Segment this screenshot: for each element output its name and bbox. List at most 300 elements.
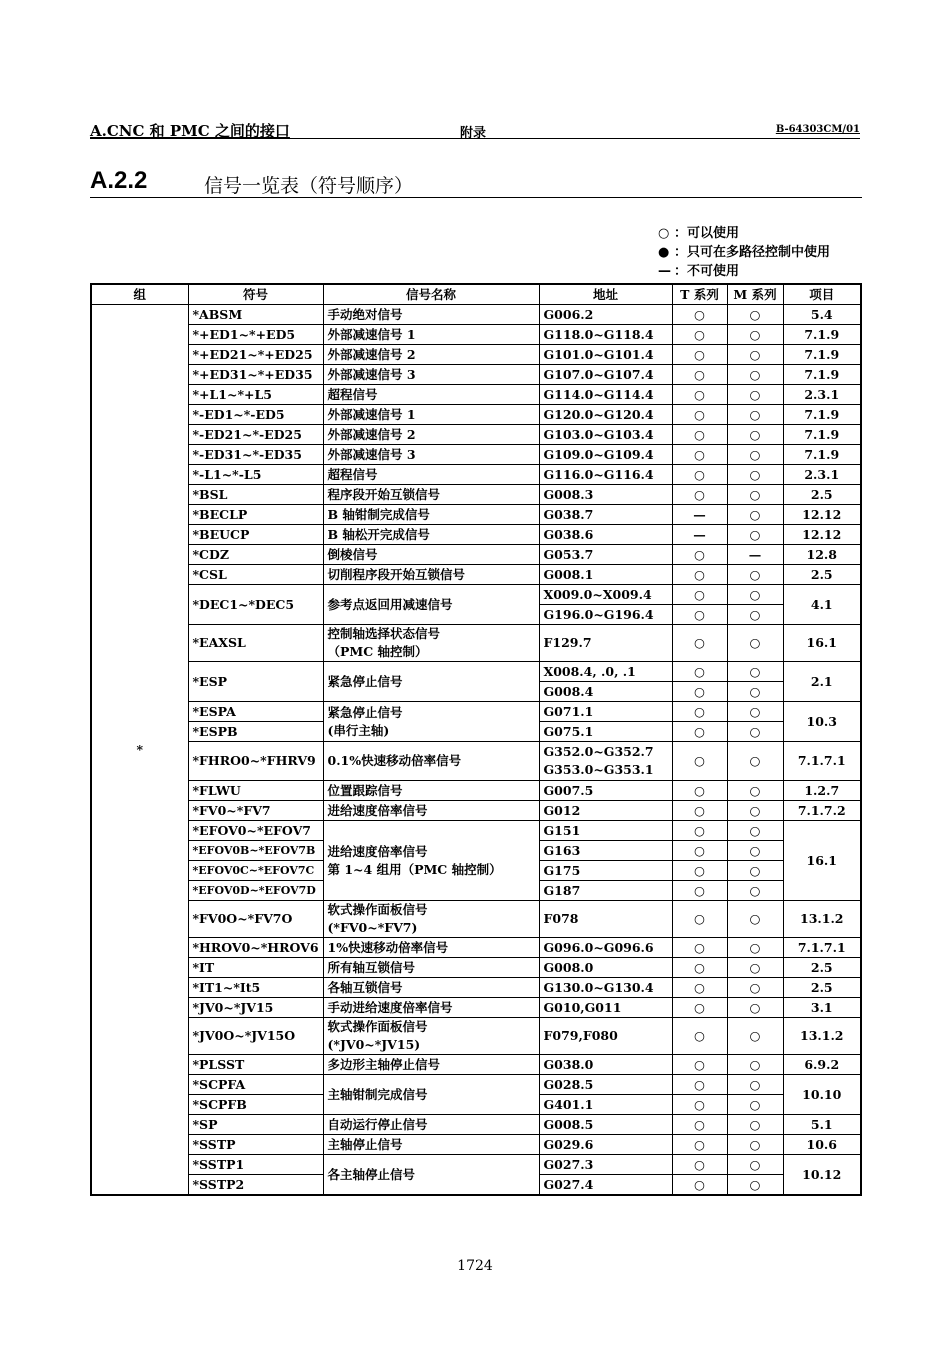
- symbol-cell: *SSTP: [188, 1135, 323, 1155]
- header-center: 附录: [460, 126, 487, 141]
- signal-name-cell: 0.1%快速移动倍率信号: [323, 742, 539, 781]
- signal-name-cell: 紧急停止信号: [323, 662, 539, 702]
- symbol-cell: *PLSST: [188, 1055, 323, 1075]
- address-cell: G038.6: [539, 525, 672, 545]
- signal-name-cell: 超程信号: [323, 385, 539, 405]
- item-cell: 7.1.7.1: [783, 938, 861, 958]
- usage-mark: ○: [672, 345, 727, 365]
- usage-mark: ○: [727, 958, 783, 978]
- item-cell: 7.1.7.2: [783, 801, 861, 821]
- item-cell: 10.6: [783, 1135, 861, 1155]
- usage-mark: ○: [727, 1175, 783, 1196]
- address-cell: G029.6: [539, 1135, 672, 1155]
- address-cell: G027.4: [539, 1175, 672, 1196]
- usage-mark: ○: [727, 1155, 783, 1175]
- usage-mark: ○: [727, 1018, 783, 1055]
- symbol-cell: *SP: [188, 1115, 323, 1135]
- symbol-cell: *JV0~*JV15: [188, 998, 323, 1018]
- symbol-cell: *-ED21~*-ED25: [188, 425, 323, 445]
- item-cell: 16.1: [783, 821, 861, 901]
- table-row: [91, 385, 861, 405]
- signal-name-cell: 手动绝对信号: [323, 305, 539, 325]
- table-row: [91, 365, 861, 385]
- usage-mark: ○: [727, 998, 783, 1018]
- signal-name-cell: [323, 1018, 539, 1055]
- table-row: [91, 345, 861, 365]
- item-cell: 2.5: [783, 958, 861, 978]
- signal-name-cell: 程序段开始互锁信号: [323, 485, 539, 505]
- item-cell: 13.1.2: [783, 901, 861, 938]
- signal-name-cell: 自动运行停止信号: [323, 1115, 539, 1135]
- usage-mark: ○: [727, 365, 783, 385]
- symbol-cell: *BEUCP: [188, 525, 323, 545]
- signal-name-line: 紧急停止信号: [327, 704, 403, 720]
- table-row: [91, 465, 861, 485]
- signal-name-cell: 外部减速信号 2: [323, 425, 539, 445]
- usage-mark: ○: [672, 702, 727, 722]
- address-cell: G118.0~G118.4: [539, 325, 672, 345]
- table-row: [91, 565, 861, 585]
- item-cell: 10.12: [783, 1155, 861, 1196]
- signal-name-cell: 各主轴停止信号: [323, 1155, 539, 1196]
- section-title: 信号一览表（符号顺序）: [204, 175, 414, 197]
- table-row: [91, 938, 861, 958]
- address-cell: G096.0~G096.6: [539, 938, 672, 958]
- usage-mark: ○: [727, 425, 783, 445]
- table-row: [91, 1115, 861, 1135]
- usage-mark: ○: [727, 485, 783, 505]
- signal-name-cell: 多边形主轴停止信号: [323, 1055, 539, 1075]
- usage-mark: ○: [672, 565, 727, 585]
- header-right: B-64303CM/01: [775, 124, 860, 135]
- usage-mark: ○: [727, 801, 783, 821]
- signal-name-cell-line: 软式操作面板信号: [327, 1019, 428, 1034]
- address-cell-line: G353.0~G353.1: [543, 762, 654, 777]
- symbol-cell: *FV0~*FV7: [188, 801, 323, 821]
- table-row: [91, 305, 861, 325]
- table-row: [91, 405, 861, 425]
- symbol-cell: *ESP: [188, 662, 323, 702]
- item-cell: 2.5: [783, 485, 861, 505]
- symbol-cell: *BECLP: [188, 505, 323, 525]
- address-cell: G151: [539, 821, 672, 841]
- symbol-cell: *BSL: [188, 485, 323, 505]
- usage-mark: ○: [727, 821, 783, 841]
- address-cell: G175: [539, 861, 672, 881]
- header-left: A.CNC 和 PMC 之间的接口: [90, 122, 290, 140]
- group-cell: *: [91, 305, 188, 1196]
- symbol-cell: *ESPA: [188, 702, 323, 722]
- address-cell: G401.1: [539, 1095, 672, 1115]
- signal-name-cell: 进给速度倍率信号: [323, 801, 539, 821]
- symbol-cell: *DEC1~*DEC5: [188, 585, 323, 625]
- legend-text: ：只可在多路径控制中使用: [674, 245, 831, 260]
- usage-mark: ○: [727, 1095, 783, 1115]
- signal-name-cell-line: (*JV0~*JV15): [327, 1037, 421, 1052]
- usage-mark: ○: [727, 445, 783, 465]
- usage-mark: —: [672, 505, 727, 525]
- column-header: 信号名称: [323, 284, 539, 305]
- item-cell: 7.1.9: [783, 365, 861, 385]
- address-cell: G006.2: [539, 305, 672, 325]
- address-cell: G120.0~G120.4: [539, 405, 672, 425]
- signal-name-cell: 各轴互锁信号: [323, 978, 539, 998]
- address-cell: G103.0~G103.4: [539, 425, 672, 445]
- table-row: [91, 958, 861, 978]
- signal-name-cell: 外部减速信号 2: [323, 345, 539, 365]
- usage-mark: ○: [672, 662, 727, 682]
- address-cell: G008.1: [539, 565, 672, 585]
- symbol-cell: *SCPFB: [188, 1095, 323, 1115]
- legend: [658, 224, 830, 281]
- usage-mark: ○: [727, 605, 783, 625]
- usage-mark: ○: [727, 525, 783, 545]
- usage-mark: ○: [727, 305, 783, 325]
- symbol-cell: *IT1~*It5: [188, 978, 323, 998]
- table-row: [91, 978, 861, 998]
- usage-mark: ○: [672, 722, 727, 742]
- symbol-cell: *EAXSL: [188, 625, 323, 662]
- symbol-cell: *EFOV0D~*EFOV7D: [188, 881, 323, 901]
- usage-mark: ○: [672, 605, 727, 625]
- signal-name-cell: 位置跟踪信号: [323, 781, 539, 801]
- usage-mark: ○: [727, 405, 783, 425]
- usage-mark: ○: [672, 1135, 727, 1155]
- signal-name-cell-line: (*FV0~*FV7): [327, 920, 418, 935]
- symbol-cell: *SCPFA: [188, 1075, 323, 1095]
- usage-mark: ○: [672, 585, 727, 605]
- usage-mark: ○: [672, 545, 727, 565]
- table-row: [91, 325, 861, 345]
- column-header: M 系列: [727, 284, 783, 305]
- usage-mark: ○: [727, 881, 783, 901]
- usage-mark: ○: [672, 801, 727, 821]
- signal-name-cell: 切削程序段开始互锁信号: [323, 565, 539, 585]
- section-heading: [90, 165, 862, 198]
- usage-mark: ○: [672, 385, 727, 405]
- usage-mark: ○: [672, 485, 727, 505]
- signal-name-cell-line: 控制轴选择状态信号: [327, 626, 441, 641]
- signal-name-cell: 主轴停止信号: [323, 1135, 539, 1155]
- table-row: [91, 1018, 861, 1055]
- address-cell: G163: [539, 841, 672, 861]
- symbol-cell: *-ED1~*-ED5: [188, 405, 323, 425]
- address-cell: G187: [539, 881, 672, 901]
- symbol-cell: *FV0O~*FV7O: [188, 901, 323, 938]
- signal-name-cell: 所有轴互锁信号: [323, 958, 539, 978]
- legend-text: ：不可使用: [674, 264, 740, 279]
- usage-mark: —: [727, 545, 783, 565]
- usage-mark: ○: [672, 682, 727, 702]
- signal-name-cell: 1%快速移动倍率信号: [323, 938, 539, 958]
- usage-mark: ○: [727, 1115, 783, 1135]
- signal-name-cell: 超程信号: [323, 465, 539, 485]
- table-row: [91, 1155, 861, 1175]
- item-cell: 7.1.9: [783, 425, 861, 445]
- item-cell: 2.3.1: [783, 465, 861, 485]
- address-cell: G109.0~G109.4: [539, 445, 672, 465]
- usage-mark: ○: [727, 1135, 783, 1155]
- signal-name-cell: B 轴松开完成信号: [323, 525, 539, 545]
- symbol-cell: *ABSM: [188, 305, 323, 325]
- item-cell: 7.1.9: [783, 445, 861, 465]
- column-header: T 系列: [672, 284, 727, 305]
- signal-name-line: 进给速度倍率信号: [327, 843, 428, 859]
- item-cell: 4.1: [783, 585, 861, 625]
- signal-name-cell: 参考点返回用减速信号: [323, 585, 539, 625]
- usage-mark: ○: [672, 1095, 727, 1115]
- signal-name-cell: 外部减速信号 3: [323, 365, 539, 385]
- item-cell: 16.1: [783, 625, 861, 662]
- usage-mark: ○: [672, 325, 727, 345]
- item-cell: 6.9.2: [783, 1055, 861, 1075]
- usage-mark: ○: [672, 958, 727, 978]
- usage-mark: ○: [672, 1018, 727, 1055]
- usage-mark: ○: [672, 405, 727, 425]
- address-cell: G008.0: [539, 958, 672, 978]
- usage-mark: ○: [672, 742, 727, 781]
- table-body: [91, 305, 861, 1196]
- table-row: [91, 662, 861, 682]
- signal-name-cell: 主轴钳制完成信号: [323, 1075, 539, 1115]
- table-header-row: [91, 284, 861, 305]
- signal-name-cell: [323, 821, 539, 901]
- column-header: 项目: [783, 284, 861, 305]
- symbol-cell: *IT: [188, 958, 323, 978]
- address-cell: F129.7: [539, 625, 672, 662]
- usage-mark: ○: [727, 722, 783, 742]
- signal-name-cell: 外部减速信号 1: [323, 325, 539, 345]
- address-cell: G038.7: [539, 505, 672, 525]
- usage-mark: ○: [727, 662, 783, 682]
- item-cell: 1.2.7: [783, 781, 861, 801]
- legend-symbol: ○: [658, 226, 670, 241]
- item-cell: 7.1.9: [783, 405, 861, 425]
- address-cell: F079,F080: [539, 1018, 672, 1055]
- signal-name-line: 第 1~4 组用（PMC 轴控制）: [327, 861, 502, 877]
- item-cell: 2.3.1: [783, 385, 861, 405]
- usage-mark: ○: [672, 1055, 727, 1075]
- usage-mark: ○: [672, 841, 727, 861]
- usage-mark: ○: [727, 385, 783, 405]
- usage-mark: ○: [727, 841, 783, 861]
- symbol-cell: *FLWU: [188, 781, 323, 801]
- table-row: [91, 801, 861, 821]
- usage-mark: ○: [727, 565, 783, 585]
- address-cell: G071.1: [539, 702, 672, 722]
- usage-mark: ○: [672, 305, 727, 325]
- table-row: [91, 1055, 861, 1075]
- address-cell: G107.0~G107.4: [539, 365, 672, 385]
- table-row: [91, 1135, 861, 1155]
- symbol-cell: *CDZ: [188, 545, 323, 565]
- usage-mark: ○: [672, 1075, 727, 1095]
- usage-mark: ○: [672, 1155, 727, 1175]
- usage-mark: ○: [672, 938, 727, 958]
- address-cell: G038.0: [539, 1055, 672, 1075]
- symbol-cell: *JV0O~*JV15O: [188, 1018, 323, 1055]
- usage-mark: —: [672, 525, 727, 545]
- symbol-cell: *CSL: [188, 565, 323, 585]
- usage-mark: ○: [672, 1115, 727, 1135]
- usage-mark: ○: [727, 585, 783, 605]
- signal-name-cell: [323, 901, 539, 938]
- usage-mark: ○: [672, 978, 727, 998]
- address-cell: G010,G011: [539, 998, 672, 1018]
- legend-symbol: ●: [658, 245, 670, 260]
- usage-mark: ○: [727, 742, 783, 781]
- signal-name-cell: [323, 625, 539, 662]
- item-cell: 13.1.2: [783, 1018, 861, 1055]
- signal-name-cell: 外部减速信号 1: [323, 405, 539, 425]
- address-cell: G114.0~G114.4: [539, 385, 672, 405]
- legend-item: [658, 243, 830, 262]
- address-cell: G075.1: [539, 722, 672, 742]
- signal-name-cell: [323, 702, 539, 742]
- address-cell-line: G352.0~G352.7: [543, 744, 654, 759]
- usage-mark: ○: [672, 901, 727, 938]
- table-row: [91, 742, 861, 781]
- address-cell: G028.5: [539, 1075, 672, 1095]
- symbol-cell: *EFOV0C~*EFOV7C: [188, 861, 323, 881]
- symbol-cell: *EFOV0B~*EFOV7B: [188, 841, 323, 861]
- table-row: [91, 1075, 861, 1095]
- address-cell: G196.0~G196.4: [539, 605, 672, 625]
- address-cell: G101.0~G101.4: [539, 345, 672, 365]
- section-number: A.2.2: [90, 167, 148, 194]
- usage-mark: ○: [672, 1175, 727, 1196]
- table-row: [91, 445, 861, 465]
- usage-mark: ○: [727, 465, 783, 485]
- table-row: [91, 545, 861, 565]
- table-row: [91, 901, 861, 938]
- symbol-cell: *HROV0~*HROV6: [188, 938, 323, 958]
- usage-mark: ○: [727, 1055, 783, 1075]
- usage-mark: ○: [727, 505, 783, 525]
- symbol-cell: *ESPB: [188, 722, 323, 742]
- table-row: [91, 625, 861, 662]
- signal-name-cell: 倒棱信号: [323, 545, 539, 565]
- signal-name-cell: 外部减速信号 3: [323, 445, 539, 465]
- usage-mark: ○: [672, 425, 727, 445]
- symbol-cell: *+L1~*+L5: [188, 385, 323, 405]
- item-cell: 10.10: [783, 1075, 861, 1115]
- address-cell: G130.0~G130.4: [539, 978, 672, 998]
- usage-mark: ○: [672, 861, 727, 881]
- table-row: [91, 781, 861, 801]
- legend-text: ：可以使用: [674, 226, 740, 241]
- item-cell: 12.8: [783, 545, 861, 565]
- address-cell: G008.3: [539, 485, 672, 505]
- item-cell: 5.4: [783, 305, 861, 325]
- usage-mark: ○: [727, 861, 783, 881]
- signal-name-cell-line: 软式操作面板信号: [327, 902, 428, 917]
- address-cell: F078: [539, 901, 672, 938]
- signal-name-cell-line: （PMC 轴控制）: [327, 644, 428, 659]
- address-cell: X008.4, .0, .1: [539, 662, 672, 682]
- address-cell: G012: [539, 801, 672, 821]
- table-row: [91, 998, 861, 1018]
- symbol-cell: *+ED31~*+ED35: [188, 365, 323, 385]
- column-header: 符号: [188, 284, 323, 305]
- usage-mark: ○: [727, 781, 783, 801]
- item-cell: 2.5: [783, 978, 861, 998]
- legend-item: [658, 224, 830, 243]
- usage-mark: ○: [727, 682, 783, 702]
- table-row: [91, 485, 861, 505]
- item-cell: 7.1.9: [783, 345, 861, 365]
- usage-mark: ○: [727, 702, 783, 722]
- usage-mark: ○: [672, 821, 727, 841]
- item-cell: 2.1: [783, 662, 861, 702]
- legend-symbol: —: [658, 264, 671, 279]
- item-cell: 10.3: [783, 702, 861, 742]
- usage-mark: ○: [727, 1075, 783, 1095]
- usage-mark: ○: [672, 625, 727, 662]
- symbol-cell: *SSTP2: [188, 1175, 323, 1196]
- signal-name-line: (串行主轴): [327, 722, 390, 738]
- usage-mark: ○: [727, 901, 783, 938]
- item-cell: 7.1.7.1: [783, 742, 861, 781]
- address-cell: G116.0~G116.4: [539, 465, 672, 485]
- address-cell: [539, 742, 672, 781]
- table-row: [91, 505, 861, 525]
- usage-mark: ○: [727, 625, 783, 662]
- signal-name-cell: 手动进给速度倍率信号: [323, 998, 539, 1018]
- legend-item: [658, 262, 830, 281]
- symbol-cell: *+ED21~*+ED25: [188, 345, 323, 365]
- symbol-cell: *-L1~*-L5: [188, 465, 323, 485]
- item-cell: 3.1: [783, 998, 861, 1018]
- symbol-cell: *EFOV0~*EFOV7: [188, 821, 323, 841]
- column-header: 地址: [539, 284, 672, 305]
- usage-mark: ○: [727, 325, 783, 345]
- symbol-cell: *-ED31~*-ED35: [188, 445, 323, 465]
- address-cell: G007.5: [539, 781, 672, 801]
- usage-mark: ○: [672, 998, 727, 1018]
- page-number: 1724: [457, 1258, 493, 1274]
- usage-mark: ○: [672, 781, 727, 801]
- column-header: 组: [91, 284, 188, 305]
- table-row: [91, 585, 861, 605]
- item-cell: 12.12: [783, 525, 861, 545]
- usage-mark: ○: [672, 465, 727, 485]
- table-row: [91, 821, 861, 841]
- usage-mark: ○: [672, 365, 727, 385]
- address-cell: G027.3: [539, 1155, 672, 1175]
- item-cell: 7.1.9: [783, 325, 861, 345]
- usage-mark: ○: [672, 445, 727, 465]
- item-cell: 5.1: [783, 1115, 861, 1135]
- table-row: [91, 702, 861, 722]
- address-cell: G053.7: [539, 545, 672, 565]
- address-cell: X009.0~X009.4: [539, 585, 672, 605]
- signal-name-cell: B 轴钳制完成信号: [323, 505, 539, 525]
- signal-table: [90, 283, 862, 1196]
- page-header: [90, 120, 860, 139]
- usage-mark: ○: [727, 978, 783, 998]
- address-cell: G008.5: [539, 1115, 672, 1135]
- symbol-cell: *FHRO0~*FHRV9: [188, 742, 323, 781]
- usage-mark: ○: [727, 938, 783, 958]
- usage-mark: ○: [727, 345, 783, 365]
- table-row: [91, 525, 861, 545]
- symbol-cell: *+ED1~*+ED5: [188, 325, 323, 345]
- usage-mark: ○: [672, 881, 727, 901]
- address-cell: G008.4: [539, 682, 672, 702]
- item-cell: 12.12: [783, 505, 861, 525]
- table-row: [91, 425, 861, 445]
